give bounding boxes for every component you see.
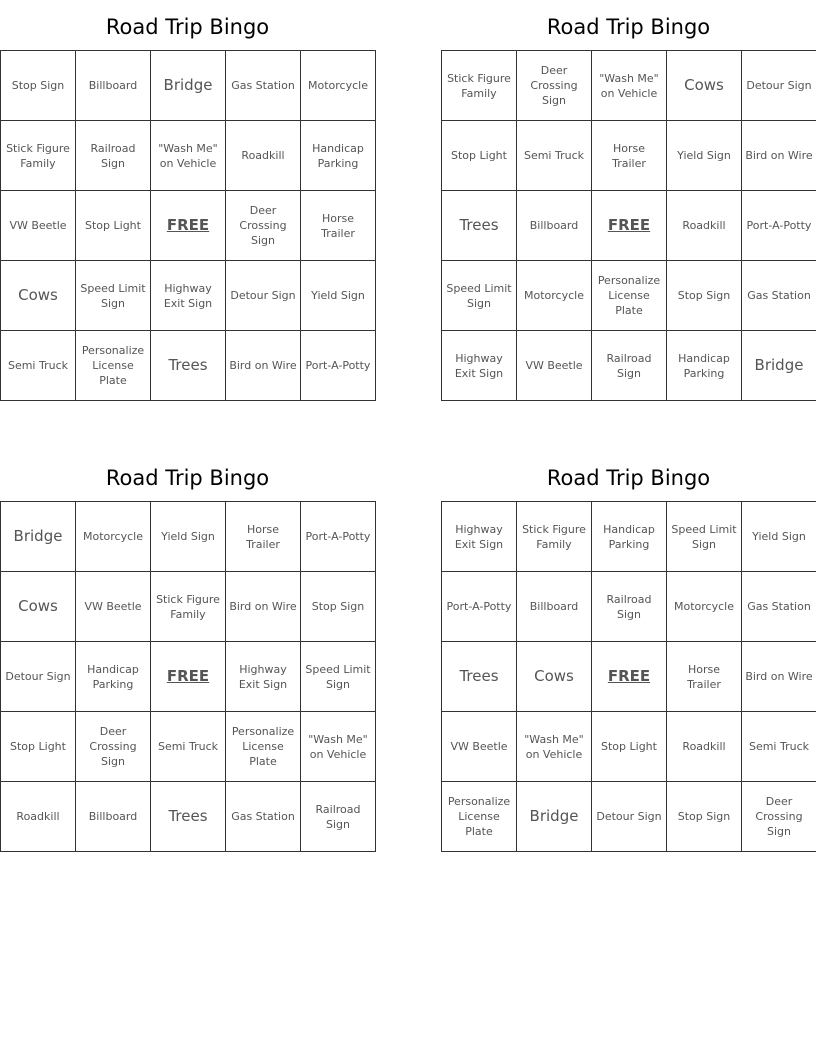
bingo-cell: Roadkill <box>667 191 742 261</box>
bingo-cell: Speed Limit Sign <box>667 502 742 572</box>
bingo-cell: Bridge <box>742 331 816 401</box>
card-title: Road Trip Bingo <box>105 15 270 39</box>
bingo-cell: Railroad Sign <box>592 331 667 401</box>
bingo-cell: Semi Truck <box>1 331 76 401</box>
bingo-cell: Stick Figure Family <box>517 502 592 572</box>
bingo-cell: Semi Truck <box>151 712 226 782</box>
bingo-cell: Stick Figure Family <box>1 121 76 191</box>
bingo-cell: Highway Exit Sign <box>151 261 226 331</box>
bingo-cell: Billboard <box>517 191 592 261</box>
bingo-cell: Horse Trailer <box>667 642 742 712</box>
bingo-cell: Trees <box>442 642 517 712</box>
bingo-cell: VW Beetle <box>1 191 76 261</box>
bingo-cell: Stop Sign <box>667 782 742 852</box>
bingo-cell: Personalize License Plate <box>442 782 517 852</box>
bingo-cell: Trees <box>151 782 226 852</box>
bingo-cell: Trees <box>151 331 226 401</box>
bingo-cell: VW Beetle <box>517 331 592 401</box>
bingo-cell: Horse Trailer <box>226 502 301 572</box>
bingo-cell: Roadkill <box>667 712 742 782</box>
bingo-cell: Detour Sign <box>1 642 76 712</box>
bingo-cell: Handicap Parking <box>301 121 376 191</box>
bingo-cell: Gas Station <box>226 782 301 852</box>
bingo-cell: VW Beetle <box>442 712 517 782</box>
bingo-cell: "Wash Me" on Vehicle <box>592 51 667 121</box>
bingo-cell: Motorcycle <box>517 261 592 331</box>
bingo-cell: Railroad Sign <box>76 121 151 191</box>
bingo-cell: Detour Sign <box>592 782 667 852</box>
bingo-cell: Bird on Wire <box>742 121 816 191</box>
bingo-cell: Semi Truck <box>517 121 592 191</box>
bingo-cell: Stick Figure Family <box>442 51 517 121</box>
bingo-cell: Yield Sign <box>301 261 376 331</box>
bingo-cell: Port-A-Potty <box>301 331 376 401</box>
bingo-cell: Billboard <box>76 782 151 852</box>
bingo-cell: Highway Exit Sign <box>442 502 517 572</box>
bingo-grid <box>441 501 816 852</box>
bingo-cell: Detour Sign <box>742 51 816 121</box>
bingo-cell: Speed Limit Sign <box>442 261 517 331</box>
bingo-cell: Cows <box>667 51 742 121</box>
bingo-cell: Bridge <box>517 782 592 852</box>
card-title: Road Trip Bingo <box>546 15 711 39</box>
bingo-cell: Gas Station <box>742 572 816 642</box>
bingo-cell: Motorcycle <box>667 572 742 642</box>
bingo-cell: Billboard <box>76 51 151 121</box>
bingo-grid <box>0 50 376 401</box>
bingo-cell: Yield Sign <box>742 502 816 572</box>
bingo-cell: Semi Truck <box>742 712 816 782</box>
free-space-cell: FREE <box>592 642 667 712</box>
bingo-cell: Yield Sign <box>151 502 226 572</box>
bingo-cell: Bridge <box>151 51 226 121</box>
bingo-cell: Port-A-Potty <box>301 502 376 572</box>
bingo-cell: Stick Figure Family <box>151 572 226 642</box>
bingo-grid <box>0 501 376 852</box>
bingo-cell: Deer Crossing Sign <box>226 191 301 261</box>
bingo-cell: "Wash Me" on Vehicle <box>517 712 592 782</box>
bingo-cell: Stop Light <box>442 121 517 191</box>
bingo-cell: Trees <box>442 191 517 261</box>
bingo-cell: Roadkill <box>226 121 301 191</box>
free-space-cell: FREE <box>592 191 667 261</box>
bingo-cell: Cows <box>517 642 592 712</box>
bingo-cell: Personalize License Plate <box>592 261 667 331</box>
bingo-cell: Stop Light <box>1 712 76 782</box>
bingo-cell: Railroad Sign <box>301 782 376 852</box>
bingo-cell: Detour Sign <box>226 261 301 331</box>
bingo-cell: Gas Station <box>226 51 301 121</box>
bingo-cell: Cows <box>1 572 76 642</box>
bingo-cell: Speed Limit Sign <box>76 261 151 331</box>
bingo-cell: Stop Sign <box>301 572 376 642</box>
card-title: Road Trip Bingo <box>546 466 711 490</box>
bingo-cell: Motorcycle <box>301 51 376 121</box>
bingo-cell: Deer Crossing Sign <box>742 782 816 852</box>
free-space-cell: FREE <box>151 642 226 712</box>
bingo-cell: Handicap Parking <box>592 502 667 572</box>
bingo-cell: Stop Sign <box>1 51 76 121</box>
bingo-cell: Personalize License Plate <box>226 712 301 782</box>
bingo-cell: Highway Exit Sign <box>442 331 517 401</box>
bingo-cell: Railroad Sign <box>592 572 667 642</box>
bingo-cell: Roadkill <box>1 782 76 852</box>
bingo-cell: Billboard <box>517 572 592 642</box>
bingo-cell: Handicap Parking <box>667 331 742 401</box>
bingo-cell: Deer Crossing Sign <box>76 712 151 782</box>
bingo-cell: Stop Light <box>592 712 667 782</box>
free-space-cell: FREE <box>151 191 226 261</box>
bingo-cell: Bridge <box>1 502 76 572</box>
bingo-cell: Horse Trailer <box>592 121 667 191</box>
bingo-cell: Highway Exit Sign <box>226 642 301 712</box>
bingo-cell: Motorcycle <box>76 502 151 572</box>
bingo-cell: Stop Light <box>76 191 151 261</box>
bingo-cell: Bird on Wire <box>226 572 301 642</box>
bingo-cell: Horse Trailer <box>301 191 376 261</box>
bingo-cell: Bird on Wire <box>742 642 816 712</box>
bingo-cell: Port-A-Potty <box>742 191 816 261</box>
bingo-cell: Gas Station <box>742 261 816 331</box>
bingo-cell: Handicap Parking <box>76 642 151 712</box>
bingo-cell: VW Beetle <box>76 572 151 642</box>
bingo-cell: Yield Sign <box>667 121 742 191</box>
bingo-cell: Stop Sign <box>667 261 742 331</box>
bingo-cell: Deer Crossing Sign <box>517 51 592 121</box>
bingo-cell: Cows <box>1 261 76 331</box>
bingo-cell: "Wash Me" on Vehicle <box>151 121 226 191</box>
bingo-cell: Port-A-Potty <box>442 572 517 642</box>
bingo-cell: "Wash Me" on Vehicle <box>301 712 376 782</box>
card-title: Road Trip Bingo <box>105 466 270 490</box>
bingo-grid <box>441 50 816 401</box>
bingo-cell: Speed Limit Sign <box>301 642 376 712</box>
bingo-cell: Bird on Wire <box>226 331 301 401</box>
bingo-cell: Personalize License Plate <box>76 331 151 401</box>
